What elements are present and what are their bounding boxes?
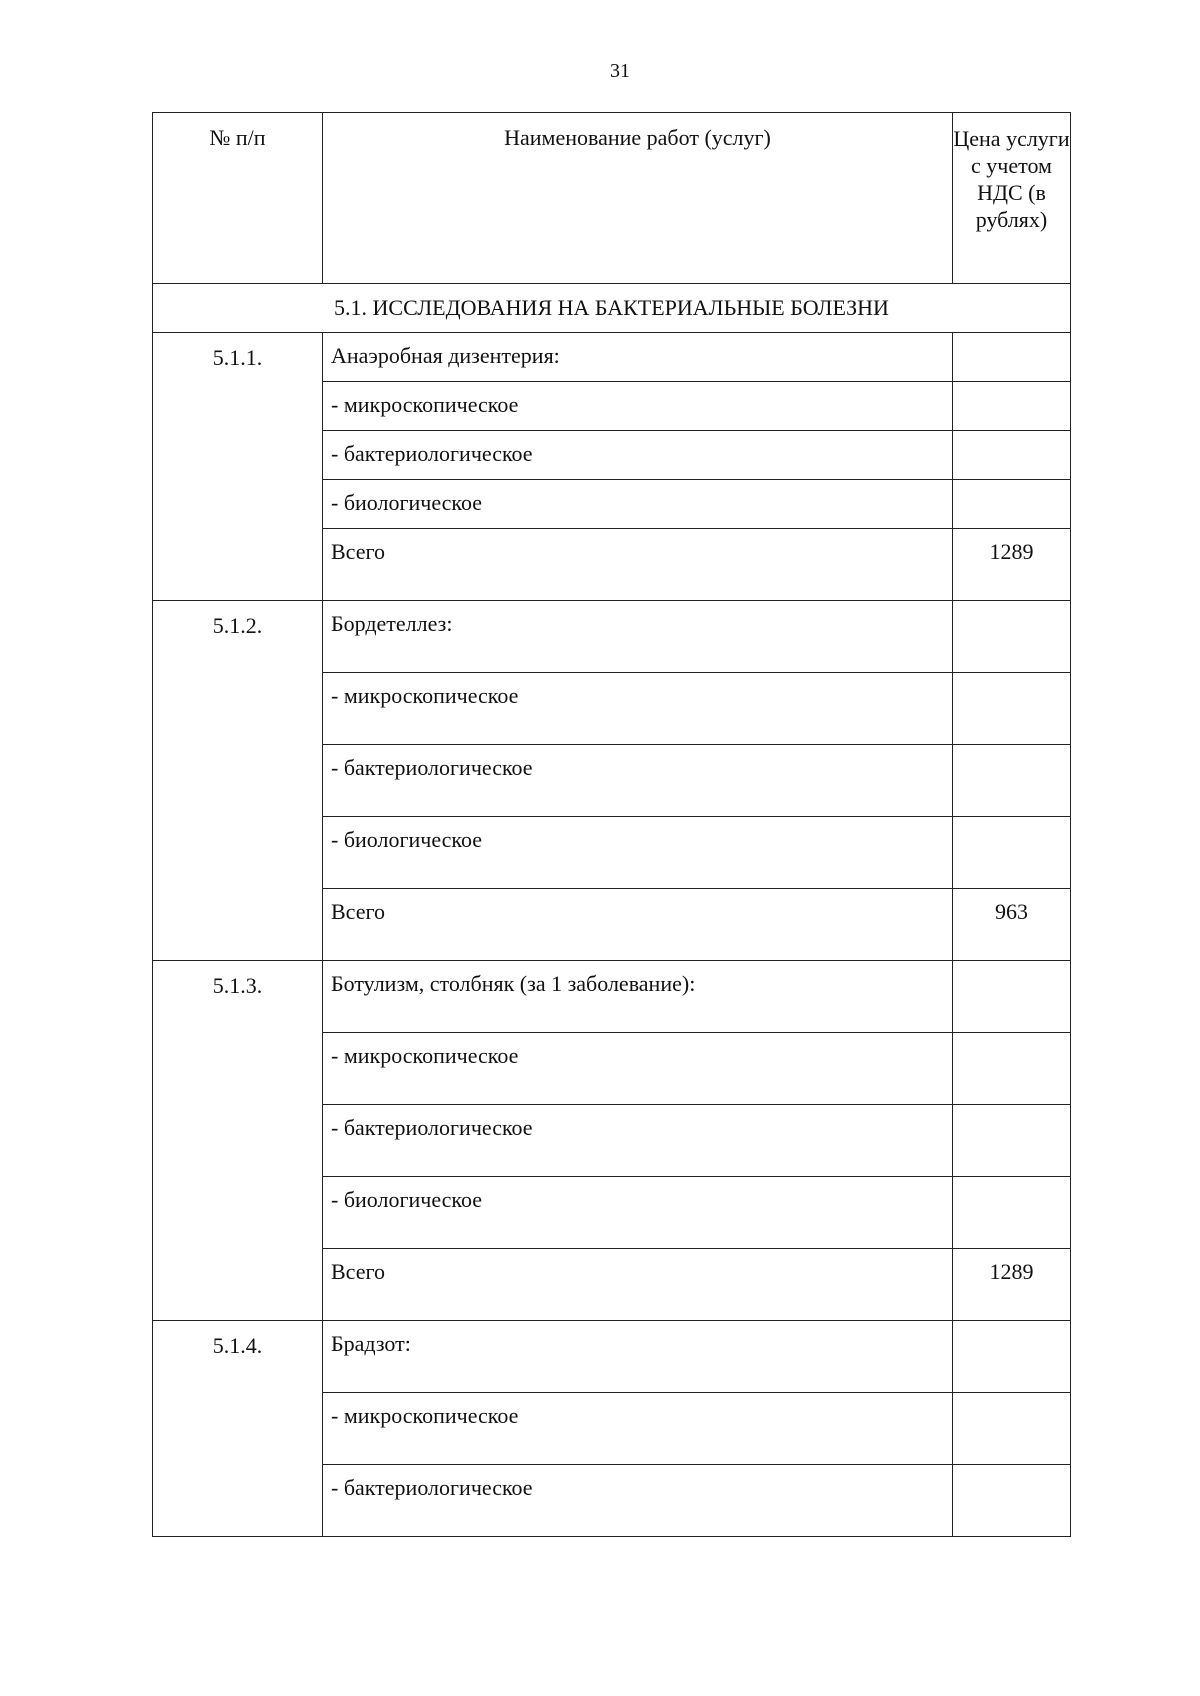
service-name: - биологическое [323,480,953,529]
header-number: № п/п [153,113,323,284]
row-number: 5.1.1. [153,333,323,601]
price-table [152,112,1071,1537]
service-price [953,1105,1071,1177]
row-number: 5.1.3. [153,961,323,1321]
service-price [953,673,1071,745]
service-name: Ботулизм, столбняк (за 1 заболевание): [323,961,953,1033]
service-name: Бордетеллез: [323,601,953,673]
service-price [953,480,1071,529]
service-price [953,382,1071,431]
service-name: - микроскопическое [323,382,953,431]
section-title: 5.1. ИССЛЕДОВАНИЯ НА БАКТЕРИАЛЬНЫЕ БОЛЕЗНИ [153,284,1071,333]
service-name: - микроскопическое [323,1033,953,1105]
table-row [153,333,1071,382]
service-name: - биологическое [323,1177,953,1249]
table-body [153,284,1071,1537]
service-name: Всего [323,889,953,961]
header-price: Цена услуги с учетом НДС (в рублях) [953,113,1071,284]
service-price [953,333,1071,382]
service-name: Всего [323,529,953,601]
row-number: 5.1.4. [153,1321,323,1537]
service-name: - микроскопическое [323,1393,953,1465]
table-row [153,961,1071,1033]
service-price [953,745,1071,817]
service-name: - бактериологическое [323,1465,953,1537]
row-number: 5.1.2. [153,601,323,961]
service-name: Всего [323,1249,953,1321]
table-row [153,1321,1071,1393]
service-name: - биологическое [323,817,953,889]
service-price [953,601,1071,673]
service-price [953,1465,1071,1537]
service-price [953,1321,1071,1393]
service-price: 1289 [953,1249,1071,1321]
service-price [953,1033,1071,1105]
service-price: 963 [953,889,1071,961]
service-price [953,817,1071,889]
service-name: Брадзот: [323,1321,953,1393]
table-row [153,601,1071,673]
service-name: - микроскопическое [323,673,953,745]
table-header-row [153,113,1071,284]
service-price [953,961,1071,1033]
page-number: 31 [610,60,630,82]
service-price [953,1393,1071,1465]
header-name: Наименование работ (услуг) [323,113,953,284]
service-name: - бактериологическое [323,1105,953,1177]
service-price: 1289 [953,529,1071,601]
section-row [153,284,1071,333]
service-price [953,431,1071,480]
service-name: - бактериологическое [323,431,953,480]
service-price [953,1177,1071,1249]
service-name: - бактериологическое [323,745,953,817]
service-name: Анаэробная дизентерия: [323,333,953,382]
